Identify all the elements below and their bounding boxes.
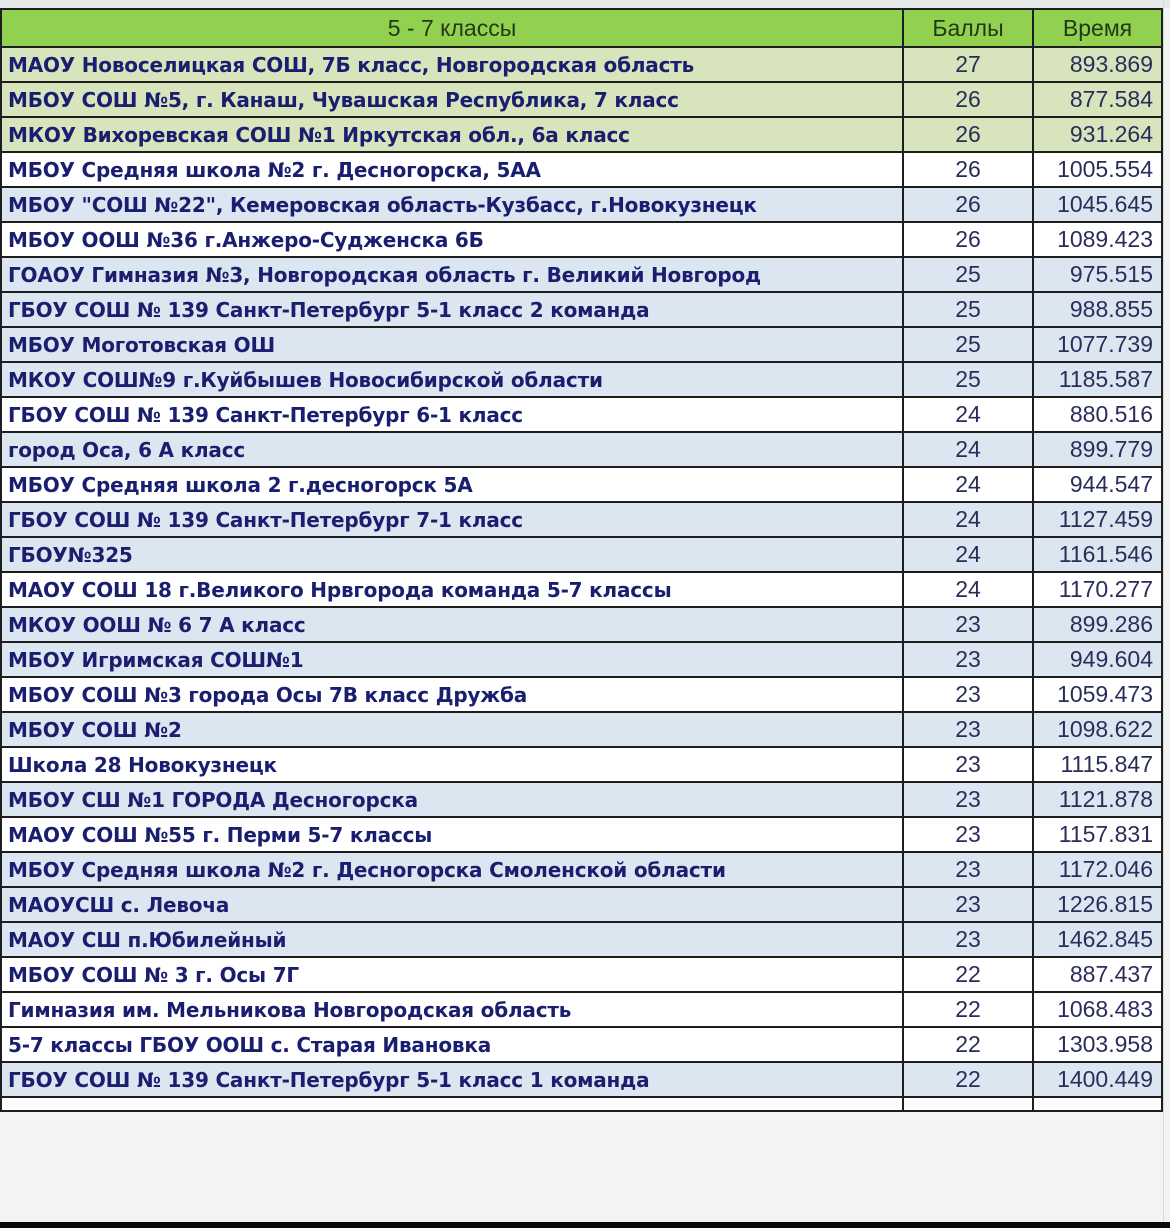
cell-school-name[interactable]: ГБОУ СОШ № 139 Санкт-Петербург 5-1 класс 1 команда: [1, 1062, 903, 1097]
table-row[interactable]: [1, 502, 1162, 537]
table-row[interactable]: [1, 432, 1162, 467]
table-row[interactable]: [1, 817, 1162, 852]
cell-time[interactable]: 1098.622: [1033, 712, 1162, 747]
table-header-row: [1, 9, 1162, 47]
header-time-column[interactable]: Время: [1033, 9, 1162, 47]
cell-time[interactable]: 1127.459: [1033, 502, 1162, 537]
cell-time[interactable]: 931.264: [1033, 117, 1162, 152]
cell-school-name[interactable]: ГОАОУ Гимназия №3, Новгородская область г. Великий Новгород: [1, 257, 903, 292]
table-row[interactable]: [1, 117, 1162, 152]
cell-score[interactable]: 25: [903, 257, 1033, 292]
cell-score[interactable]: 26: [903, 187, 1033, 222]
table-row[interactable]: [1, 257, 1162, 292]
empty-cell[interactable]: [903, 1097, 1033, 1111]
table-row[interactable]: [1, 957, 1162, 992]
cell-time[interactable]: 1121.878: [1033, 782, 1162, 817]
results-table: [0, 8, 1163, 1112]
cell-school-name[interactable]: МБОУ СШ №1 ГОРОДА Десногорска: [1, 782, 903, 817]
empty-cell[interactable]: [1, 1097, 903, 1111]
cell-time[interactable]: 1161.546: [1033, 537, 1162, 572]
cell-time[interactable]: 1226.815: [1033, 887, 1162, 922]
table-row[interactable]: [1, 572, 1162, 607]
cell-time[interactable]: 988.855: [1033, 292, 1162, 327]
cell-school-name[interactable]: МАОУ СШ п.Юбилейный: [1, 922, 903, 957]
table-row[interactable]: [1, 152, 1162, 187]
cell-time[interactable]: 899.779: [1033, 432, 1162, 467]
cell-school-name[interactable]: МКОУ Вихоревская СОШ №1 Иркутская обл., 6а класс: [1, 117, 903, 152]
cell-school-name[interactable]: ГБОУ СОШ № 139 Санкт-Петербург 7-1 класс: [1, 502, 903, 537]
table-row[interactable]: [1, 467, 1162, 502]
cell-time[interactable]: 944.547: [1033, 467, 1162, 502]
cell-time[interactable]: 880.516: [1033, 397, 1162, 432]
cell-score[interactable]: 22: [903, 1062, 1033, 1097]
cell-time[interactable]: 1089.423: [1033, 222, 1162, 257]
table-row[interactable]: [1, 397, 1162, 432]
table-row[interactable]: [1, 992, 1162, 1027]
cell-time[interactable]: 1059.473: [1033, 677, 1162, 712]
cell-time[interactable]: 1077.739: [1033, 327, 1162, 362]
table-row[interactable]: [1, 642, 1162, 677]
cell-time[interactable]: 887.437: [1033, 957, 1162, 992]
cell-score[interactable]: 24: [903, 467, 1033, 502]
table-row[interactable]: [1, 852, 1162, 887]
cell-school-name[interactable]: Гимназия им. Мельникова Новгородская область: [1, 992, 903, 1027]
cell-time[interactable]: 1005.554: [1033, 152, 1162, 187]
cell-score[interactable]: 23: [903, 817, 1033, 852]
cell-score[interactable]: 25: [903, 327, 1033, 362]
cell-time[interactable]: 1045.645: [1033, 187, 1162, 222]
cell-school-name[interactable]: МКОУ ООШ № 6 7 А класс: [1, 607, 903, 642]
cell-score[interactable]: 22: [903, 1027, 1033, 1062]
cell-score[interactable]: 24: [903, 537, 1033, 572]
cell-school-name[interactable]: МАОУСШ с. Левоча: [1, 887, 903, 922]
table-row[interactable]: [1, 922, 1162, 957]
cell-time[interactable]: 877.584: [1033, 82, 1162, 117]
cell-score[interactable]: 24: [903, 572, 1033, 607]
cell-time[interactable]: 1115.847: [1033, 747, 1162, 782]
cell-school-name[interactable]: МБОУ СОШ №3 города Осы 7В класс Дружба: [1, 677, 903, 712]
cell-school-name[interactable]: МБОУ ООШ №36 г.Анжеро-Судженска 6Б: [1, 222, 903, 257]
cell-school-name[interactable]: ГБОУ СОШ № 139 Санкт-Петербург 5-1 класс 2 команда: [1, 292, 903, 327]
cell-score[interactable]: 26: [903, 222, 1033, 257]
cell-time[interactable]: 893.869: [1033, 47, 1162, 82]
cell-score[interactable]: 26: [903, 152, 1033, 187]
table-row[interactable]: [1, 537, 1162, 572]
table-row[interactable]: [1, 782, 1162, 817]
table-row[interactable]: [1, 187, 1162, 222]
table-row[interactable]: [1, 1062, 1162, 1097]
header-name-column[interactable]: 5 - 7 классы: [1, 9, 903, 47]
cell-score[interactable]: 23: [903, 712, 1033, 747]
sheet-top-strip: [0, 0, 1170, 8]
table-row[interactable]: [1, 222, 1162, 257]
cell-score[interactable]: 23: [903, 642, 1033, 677]
cell-score[interactable]: 23: [903, 677, 1033, 712]
cell-time[interactable]: 975.515: [1033, 257, 1162, 292]
cell-score[interactable]: 22: [903, 957, 1033, 992]
cell-score[interactable]: 24: [903, 502, 1033, 537]
cell-time[interactable]: 1157.831: [1033, 817, 1162, 852]
cell-score[interactable]: 23: [903, 607, 1033, 642]
cell-time[interactable]: 1172.046: [1033, 852, 1162, 887]
cell-score[interactable]: 26: [903, 117, 1033, 152]
cell-school-name[interactable]: МАОУ Новоселицкая СОШ, 7Б класс, Новгородская область: [1, 47, 903, 82]
empty-cell[interactable]: [1033, 1097, 1162, 1111]
table-row-partial: [1, 1097, 1162, 1111]
cell-time[interactable]: 1462.845: [1033, 922, 1162, 957]
cell-time[interactable]: 1170.277: [1033, 572, 1162, 607]
table-row[interactable]: [1, 887, 1162, 922]
cell-time[interactable]: 1400.449: [1033, 1062, 1162, 1097]
cell-school-name[interactable]: МБОУ СОШ № 3 г. Осы 7Г: [1, 957, 903, 992]
cell-score[interactable]: 25: [903, 362, 1033, 397]
cell-school-name[interactable]: ГБОУ№325: [1, 537, 903, 572]
cell-school-name[interactable]: МАОУ СОШ 18 г.Великого Нрвгорода команда 5-7 классы: [1, 572, 903, 607]
cell-score[interactable]: 24: [903, 432, 1033, 467]
table-row[interactable]: [1, 712, 1162, 747]
table-row[interactable]: [1, 47, 1162, 82]
cell-school-name[interactable]: город Оса, 6 А класс: [1, 432, 903, 467]
table-row[interactable]: [1, 327, 1162, 362]
cell-score[interactable]: 24: [903, 397, 1033, 432]
cell-school-name[interactable]: МКОУ СОШ№9 г.Куйбышев Новосибирской области: [1, 362, 903, 397]
cell-score[interactable]: 23: [903, 852, 1033, 887]
cell-score[interactable]: 23: [903, 782, 1033, 817]
cell-score[interactable]: 22: [903, 992, 1033, 1027]
bottom-edge-bar: [0, 1222, 1170, 1228]
cell-time[interactable]: 1303.958: [1033, 1027, 1162, 1062]
table-body: [1, 47, 1162, 1111]
table-row[interactable]: [1, 677, 1162, 712]
cell-school-name[interactable]: МБОУ СОШ №5, г. Канаш, Чувашская Республика, 7 класс: [1, 82, 903, 117]
table-row[interactable]: [1, 607, 1162, 642]
sheet-gridline: [1163, 0, 1164, 1228]
cell-time[interactable]: 1068.483: [1033, 992, 1162, 1027]
cell-score[interactable]: 26: [903, 82, 1033, 117]
table-row[interactable]: [1, 292, 1162, 327]
cell-time[interactable]: 899.286: [1033, 607, 1162, 642]
cell-score[interactable]: 23: [903, 887, 1033, 922]
table-row[interactable]: [1, 362, 1162, 397]
cell-score[interactable]: 23: [903, 747, 1033, 782]
cell-school-name[interactable]: МБОУ СОШ №2: [1, 712, 903, 747]
cell-school-name[interactable]: Школа 28 Новокузнецк: [1, 747, 903, 782]
header-score-column[interactable]: Баллы: [903, 9, 1033, 47]
cell-school-name[interactable]: МБОУ Средняя школа №2 г. Десногорска, 5АА: [1, 152, 903, 187]
table-row[interactable]: [1, 747, 1162, 782]
cell-school-name[interactable]: МАОУ СОШ №55 г. Перми 5-7 классы: [1, 817, 903, 852]
table-row[interactable]: [1, 1027, 1162, 1062]
cell-school-name[interactable]: МБОУ Средняя школа 2 г.десногорск 5А: [1, 467, 903, 502]
cell-score[interactable]: 23: [903, 922, 1033, 957]
cell-school-name[interactable]: МБОУ Средняя школа №2 г. Десногорска Смоленской области: [1, 852, 903, 887]
cell-score[interactable]: 25: [903, 292, 1033, 327]
cell-school-name[interactable]: МБОУ "СОШ №22", Кемеровская область-Кузбасс, г.Новокузнецк: [1, 187, 903, 222]
cell-school-name[interactable]: 5-7 классы ГБОУ ООШ с. Старая Ивановка: [1, 1027, 903, 1062]
cell-time[interactable]: 949.604: [1033, 642, 1162, 677]
cell-time[interactable]: 1185.587: [1033, 362, 1162, 397]
cell-score[interactable]: 27: [903, 47, 1033, 82]
cell-school-name[interactable]: МБОУ Игримская СОШ№1: [1, 642, 903, 677]
cell-school-name[interactable]: МБОУ Моготовская ОШ: [1, 327, 903, 362]
cell-school-name[interactable]: ГБОУ СОШ № 139 Санкт-Петербург 6-1 класс: [1, 397, 903, 432]
table-row[interactable]: [1, 82, 1162, 117]
